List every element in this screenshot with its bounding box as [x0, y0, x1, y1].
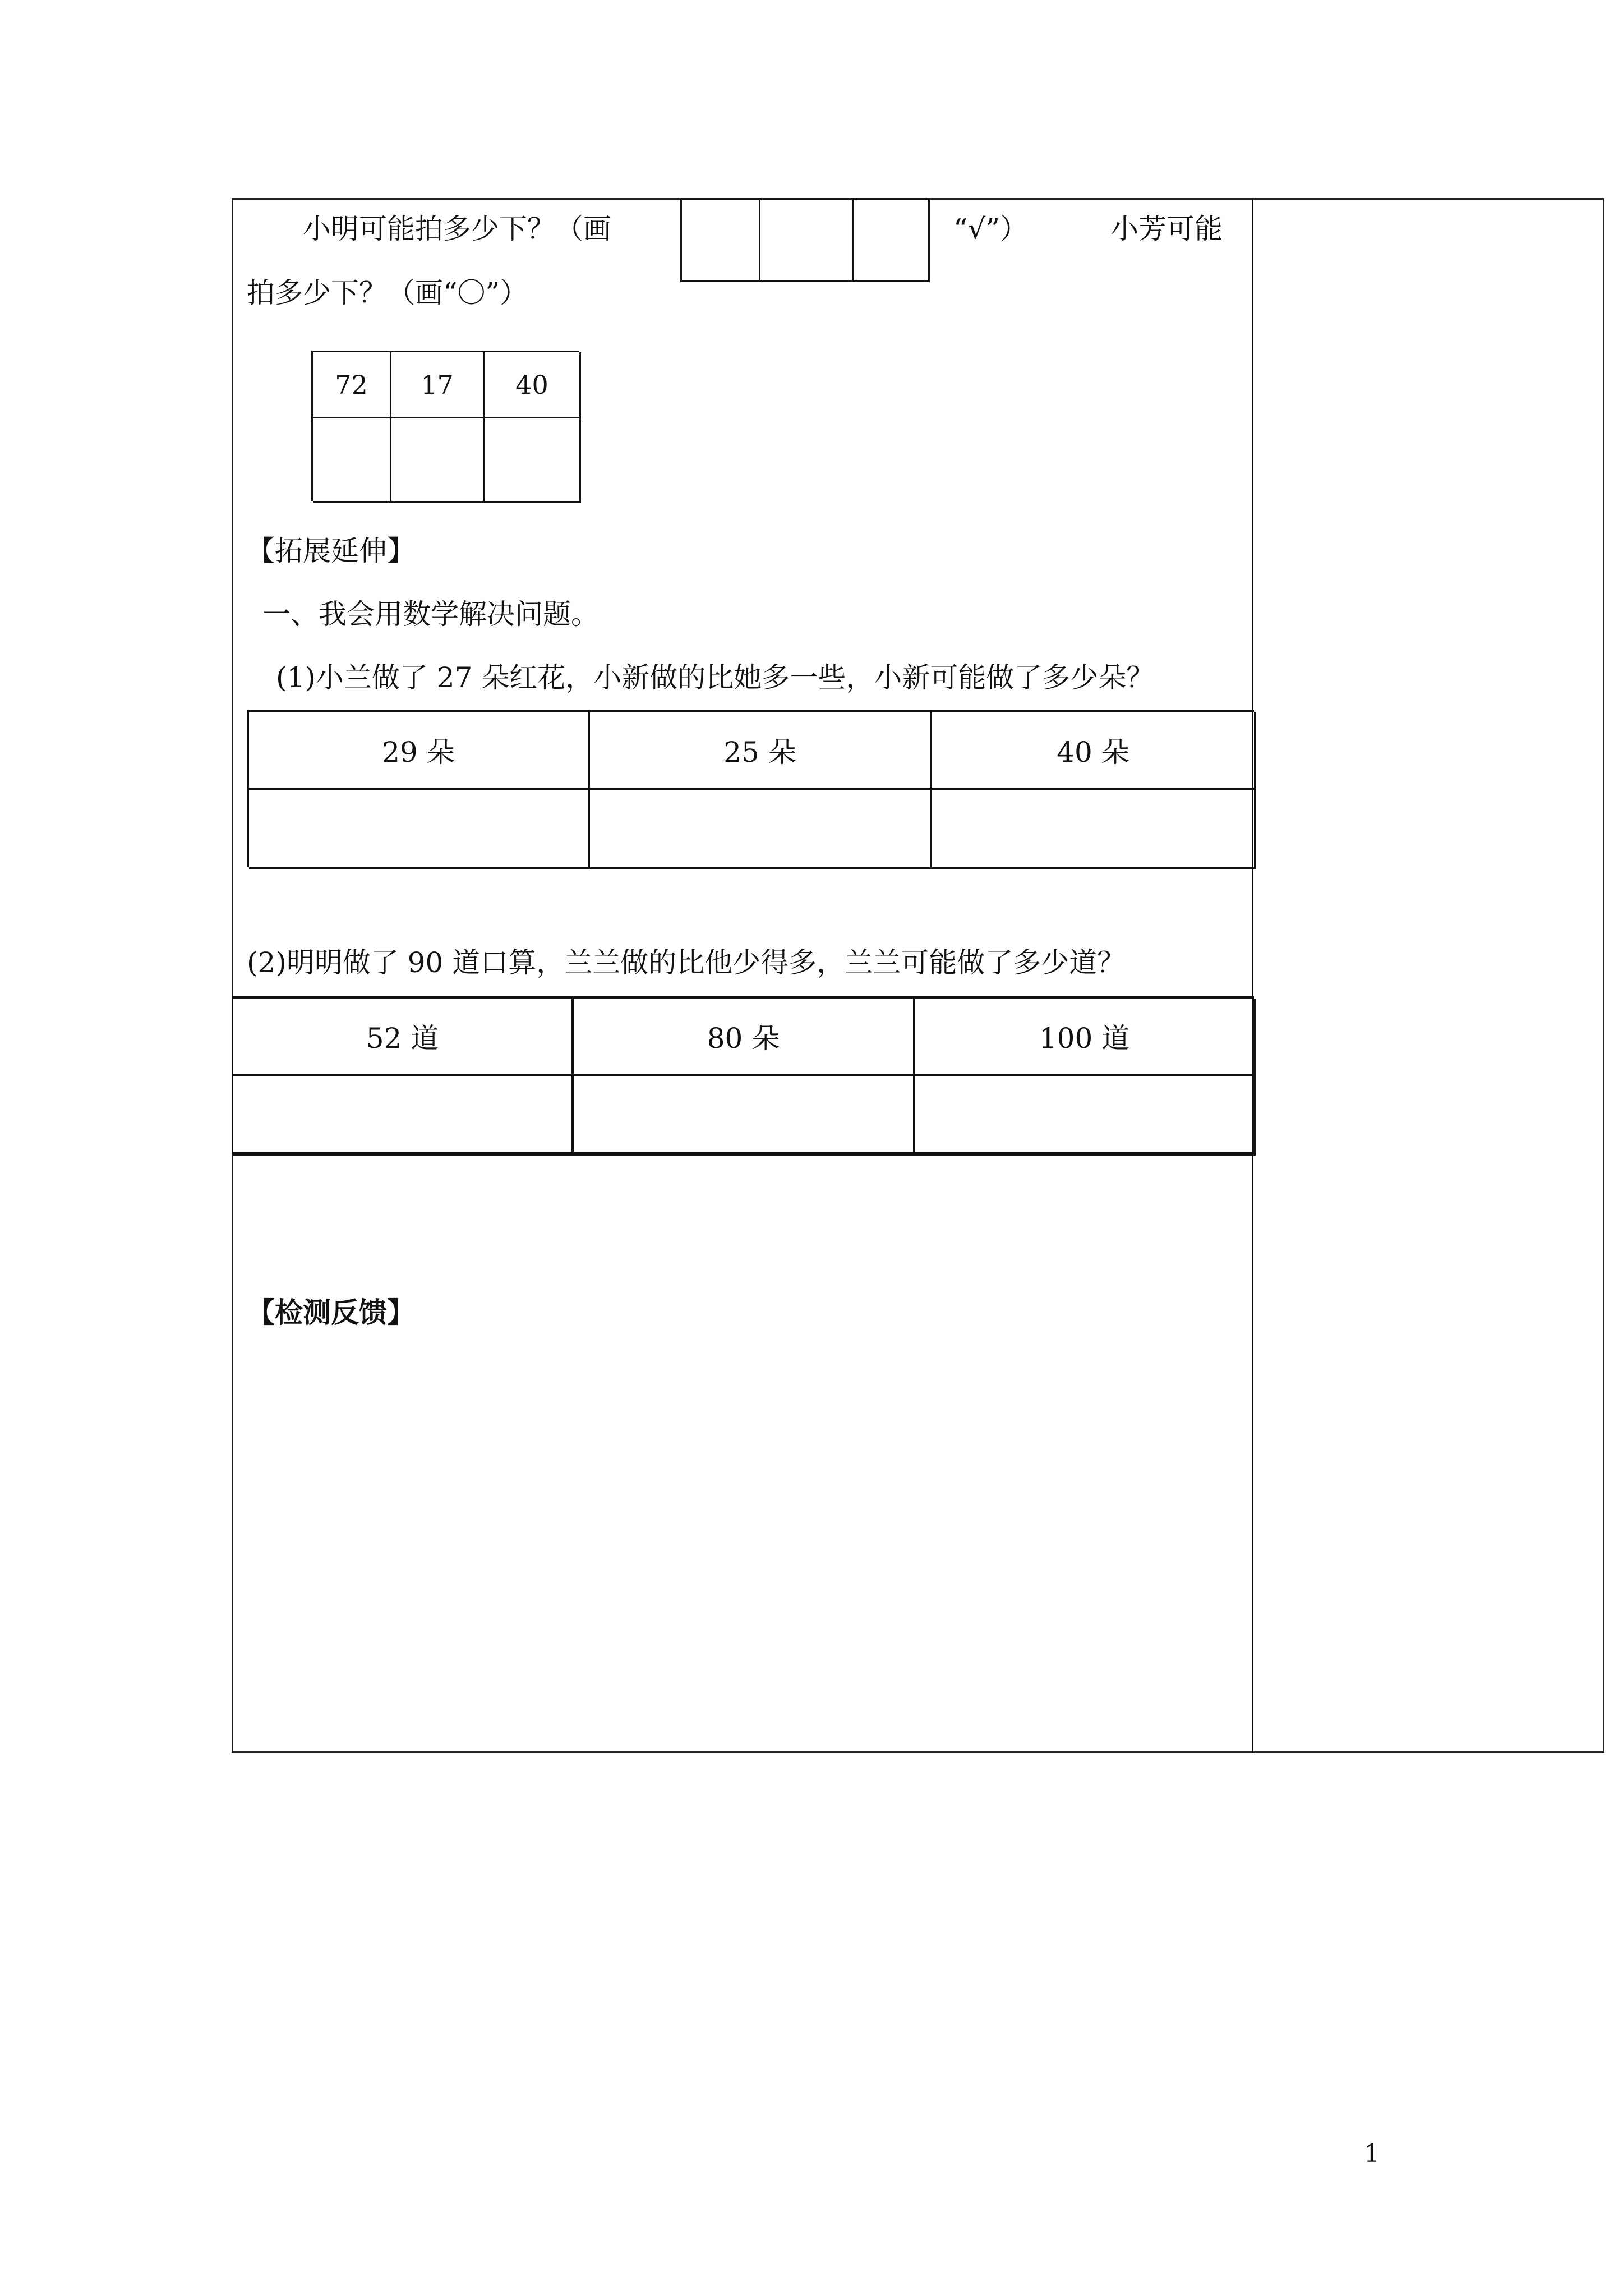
- question-2-text: (2)明明做了 90 道口算，兰兰做的比他少得多，兰兰可能做了多少道？: [247, 946, 1126, 979]
- question-intro-line2: 拍多少下？（画“〇”）: [247, 277, 528, 309]
- answer-cell[interactable]: [932, 790, 1256, 869]
- answer-cell[interactable]: [574, 1076, 915, 1156]
- answer-box[interactable]: [854, 200, 930, 282]
- answer-cell[interactable]: [915, 1076, 1256, 1156]
- feedback-heading: 【检测反馈】: [247, 1296, 415, 1329]
- option-cell: 25 朵: [590, 712, 932, 790]
- answer-box[interactable]: [682, 200, 760, 282]
- option-cell: 29 朵: [249, 712, 590, 790]
- question-1-table: [247, 710, 1254, 867]
- mark-cell[interactable]: [485, 418, 581, 503]
- answer-box[interactable]: [760, 200, 854, 282]
- number-table: [311, 351, 579, 501]
- question-2-table: [232, 996, 1254, 1153]
- option-cell: 100 道: [915, 999, 1256, 1076]
- answer-cell[interactable]: [590, 790, 932, 869]
- extension-heading: 【拓展延伸】: [247, 535, 415, 567]
- answer-cell[interactable]: [233, 1076, 574, 1156]
- question-intro-part2: “√”）: [953, 213, 1028, 245]
- page-number: 1: [1364, 2139, 1380, 2168]
- option-cell: 52 道: [233, 999, 574, 1076]
- extension-intro: 一、我会用数学解决问题。: [262, 598, 599, 631]
- question-1-text: (1)小兰做了 27 朵红花，小新做的比她多一些，小新可能做了多少朵？: [276, 661, 1155, 694]
- option-cell: 80 朵: [574, 999, 915, 1076]
- number-cell: 40: [485, 352, 581, 418]
- mark-cell[interactable]: [391, 418, 485, 503]
- question-intro-part1: 小明可能拍多少下？（画: [303, 213, 611, 245]
- question-intro-part3: 小芳可能: [1110, 213, 1223, 245]
- option-cell: 40 朵: [932, 712, 1256, 790]
- mark-cell[interactable]: [313, 418, 391, 503]
- answer-cell[interactable]: [249, 790, 590, 869]
- number-cell: 72: [313, 352, 391, 418]
- number-cell: 17: [391, 352, 485, 418]
- top-answer-boxes: [680, 198, 928, 282]
- column-divider: [1252, 198, 1253, 1753]
